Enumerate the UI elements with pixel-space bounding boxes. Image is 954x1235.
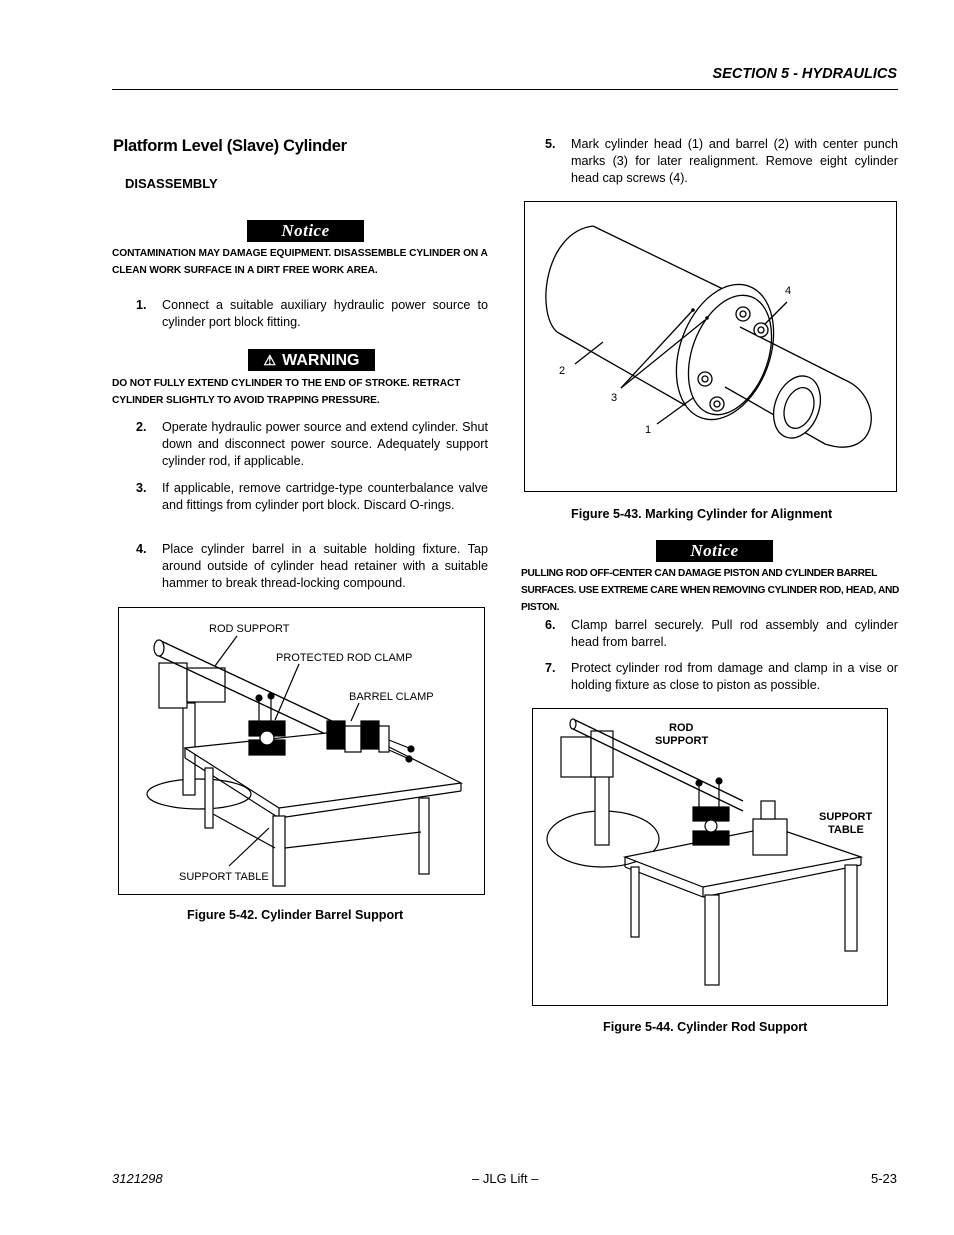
- label-support: SUPPORT: [819, 811, 873, 823]
- figure-5-44: [532, 708, 888, 1006]
- step-text: Operate hydraulic power source and extend cylinder. Shut down and disconnect power source. Adequately support cylinder rod, if applicable.: [162, 420, 488, 468]
- step-text: Protect cylinder rod from damage and clamp in a vise or holding fixture as close to piston as possible.: [571, 661, 898, 692]
- step-number: 4.: [136, 542, 147, 556]
- step-5: [545, 136, 898, 190]
- figure-5-42: [118, 607, 485, 895]
- figure-5-43: [524, 201, 897, 492]
- warning-text: DO NOT FULLY EXTEND CYLINDER TO THE END OF STROKE. RETRACT CYLINDER SLIGHTLY TO AVOID TRAPPING PRESSURE.: [112, 378, 461, 406]
- label-table: TABLE: [828, 824, 864, 836]
- footer-center: – JLG Lift –: [472, 1171, 539, 1186]
- subhead-disassembly: DISASSEMBLY: [125, 176, 218, 191]
- label-2: 2: [559, 365, 566, 377]
- step-6: [545, 617, 898, 657]
- figure-5-42-caption: Figure 5-42. Cylinder Barrel Support: [187, 908, 404, 922]
- step-1: [136, 297, 488, 337]
- step-3: [136, 480, 488, 534]
- step-2: [136, 419, 488, 473]
- label-rod-support: SUPPORT: [655, 735, 709, 747]
- step-text: If applicable, remove cartridge-type counterbalance valve and fittings from cylinder port block. Discard O-rings.: [162, 481, 488, 512]
- warning-badge: [248, 349, 375, 371]
- label-rod: ROD: [669, 722, 694, 734]
- warning-label: WARNING: [282, 352, 360, 369]
- step-text: Place cylinder barrel in a suitable holding fixture. Tap around outside of cylinder head retainer with a suitable hammer to break thread-locking compound.: [162, 542, 488, 590]
- step-number: 6.: [545, 618, 556, 632]
- figure-5-44-caption: Figure 5-44. Cylinder Rod Support: [603, 1020, 808, 1034]
- warning-triangle-icon: ⚠: [263, 352, 277, 368]
- notice-badge: Notice: [247, 220, 364, 242]
- notice-badge-2: Notice: [656, 540, 773, 562]
- cylinder-barrel-support-illustration: [119, 608, 484, 894]
- step-text: Mark cylinder head (1) and barrel (2) with center punch marks (3) for later realignment. Remove eight cylinder head cap screws (4).: [571, 137, 898, 185]
- label-support-table: SUPPORT TABLE: [179, 871, 269, 883]
- step-text: Clamp barrel securely. Pull rod assembly and cylinder head from barrel.: [571, 618, 898, 649]
- page-title: Platform Level (Slave) Cylinder: [113, 137, 347, 155]
- label-rod-support: ROD SUPPORT: [209, 623, 290, 635]
- figure-5-43-caption: Figure 5-43. Marking Cylinder for Alignment: [571, 507, 833, 521]
- step-number: 3.: [136, 481, 147, 495]
- notice-text-2: PULLING ROD OFF-CENTER CAN DAMAGE PISTON AND CYLINDER BARREL SURFACES. USE EXTREME CARE WHEN REMOVING CYLINDER ROD, HEAD, AND PISTON.: [521, 568, 899, 613]
- step-4: [136, 541, 488, 595]
- footer-doc-number: 3121298: [112, 1171, 163, 1186]
- label-barrel-clamp: BARREL CLAMP: [349, 691, 434, 703]
- step-number: 5.: [545, 137, 556, 151]
- label-protected-rod-clamp: PROTECTED ROD CLAMP: [276, 652, 413, 664]
- step-number: 7.: [545, 661, 556, 675]
- section-header: SECTION 5 - HYDRAULICS: [712, 66, 897, 82]
- step-text: Connect a suitable auxiliary hydraulic power source to cylinder port block fitting.: [162, 298, 488, 329]
- step-number: 2.: [136, 420, 147, 434]
- footer-page-number: 5-23: [870, 1171, 897, 1186]
- label-4: 4: [785, 285, 792, 297]
- step-number: 1.: [136, 298, 147, 312]
- cylinder-rod-support-illustration: [533, 709, 887, 1005]
- notice-text: CONTAMINATION MAY DAMAGE EQUIPMENT. DISASSEMBLE CYLINDER ON A CLEAN WORK SURFACE IN A DIRT FREE WORK AREA.: [112, 248, 488, 276]
- marking-cylinder-illustration: [525, 202, 896, 491]
- step-7: [545, 660, 898, 700]
- header-rule: [112, 89, 898, 90]
- label-3: 3: [611, 392, 618, 404]
- label-1: 1: [645, 424, 652, 436]
